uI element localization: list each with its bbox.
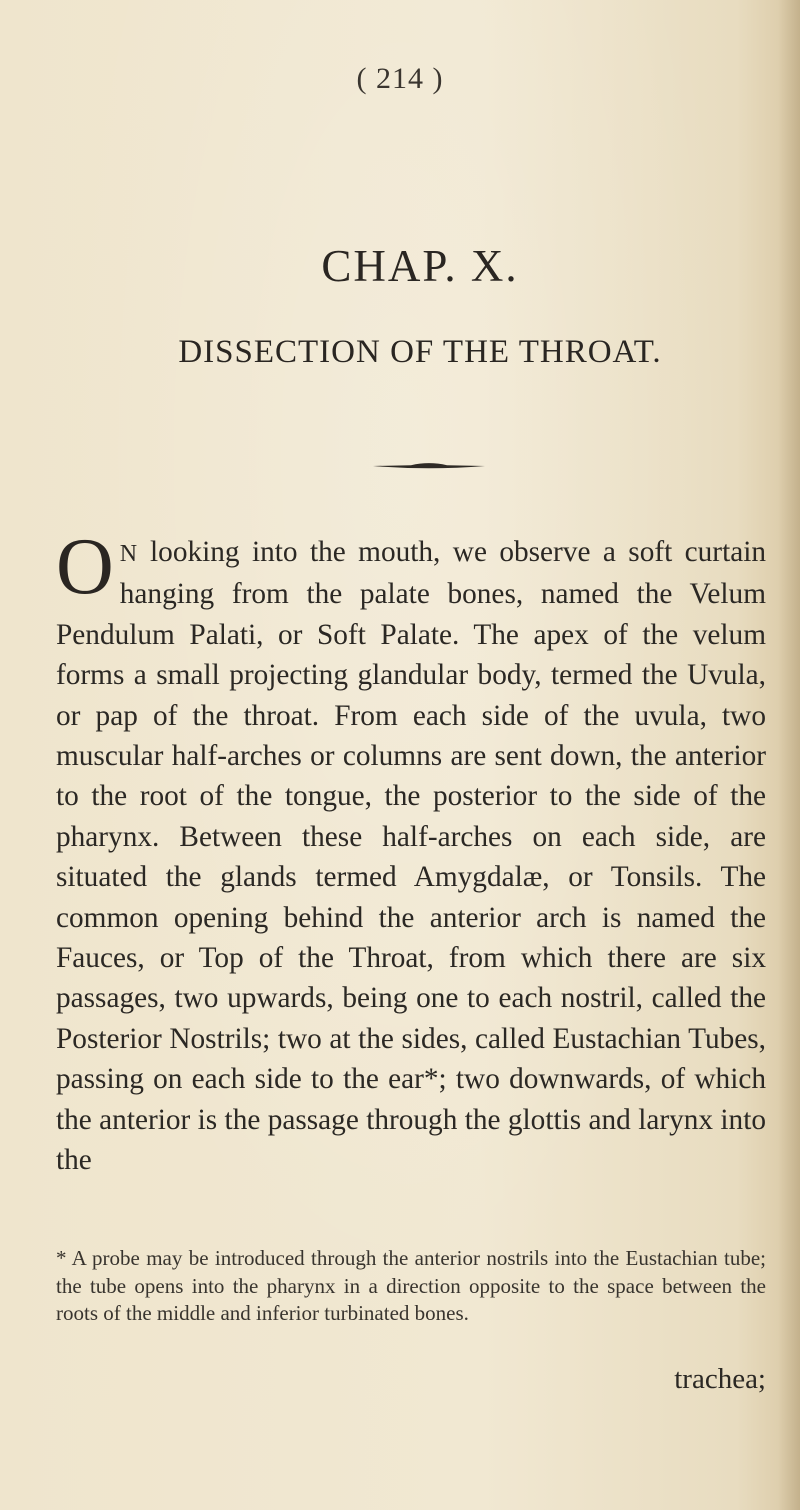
footnote: * A probe may be introduced through the anterior nostrils into the Eustachian tube; the tube opens into the pharynx in a direction opposite to the space between the roots of the middle and inferior turbinated bones. — [56, 1246, 766, 1326]
drop-cap: O — [56, 523, 114, 611]
catchword: trachea; — [674, 1363, 766, 1395]
page-number: ( 214 ) — [356, 62, 444, 95]
ornament-rule — [371, 461, 487, 471]
page-edge-shadow — [778, 0, 800, 1510]
first-word-letter: N — [119, 541, 138, 567]
chapter-subtitle: DISSECTION OF THE THROAT. — [178, 334, 662, 370]
main-paragraph — [56, 523, 766, 1181]
paragraph-text: looking into the mouth, we observe a soft curtain hanging from the palate bones, named the Velum Pendulum Palati, or Soft Palate. The apex of the velum forms a small projecting glandular body, termed the Uvula, or pap of the throat. From each side of the uvula, two muscular half-arches or columns are sent down, the anterior to the root of the tongue, the posterior to the side of the pharynx. Between these half-arches on each side, are situated the glands termed Amygdalæ, or Tonsils. The common opening behind the anterior arch is named the Fauces, or Top of the Throat, from which there are six passages, two upwards, being one to each nostril, called the Posterior Nostrils; two at the sides, called Eustachian Tubes, passing on each side to the ear*; two downwards, of which the anterior is the passage through the glottis and larynx into the — [56, 536, 766, 1177]
chapter-heading: CHAP. X. — [321, 241, 519, 291]
